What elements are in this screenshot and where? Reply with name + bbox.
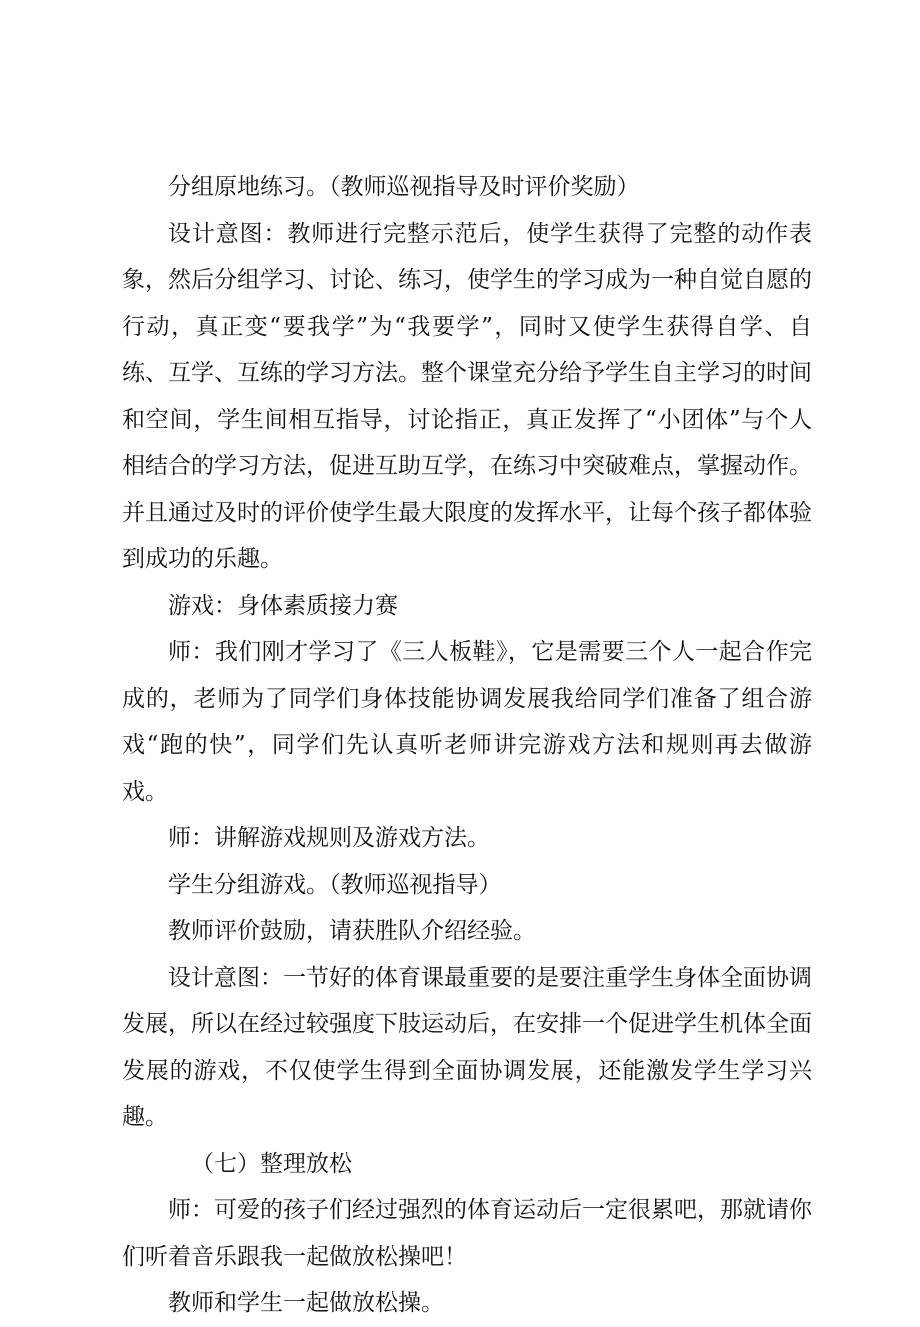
paragraph-practice: 分组原地练习。（教师巡视指导及时评价奖励） [168,174,640,200]
paragraph-student-groups: 学生分组游戏。（教师巡视指导） [168,871,502,898]
paragraph-relax-exercise: 教师和学生一起做放松操。 [168,1290,444,1316]
paragraph-teacher-intro: 师：我们刚才学习了《三人板鞋》，它是需要三个人一起合作完成的，老师为了同学们身体技能协调发展我给同学们准备了组合游戏“跑的快”，同学们先认真听老师讲完游戏方法和规则再去做游戏。 [122,639,812,805]
paragraph-design-intent-1: 设计意图：教师进行完整示范后，使学生获得了完整的动作表象，然后分组学习、讨论、练习，使学生的学习成为一种自觉自愿的行动，真正变“要我学”为“我要学”，同时又使学生获得自学、自练、互学、互练的学习方法。整个课堂充分给予学生自主学习的时间和空间，学生间相互指导，讨论指正，真正发挥了“小团体”与个人相结合的学习方法，促进互助互学，在练习中突破难点，掌握动作。并且通过及时的评价使学生最大限度的发挥水平，让每个孩子都体验到成功的乐趣。 [122,220,812,572]
paragraph-game-title: 游戏：身体素质接力赛 [168,592,398,619]
paragraph-design-intent-2: 设计意图：一节好的体育课最重要的是要注重学生身体全面协调发展，所以在经过较强度下肢运动后，在安排一个促进学生机体全面发展的游戏，不仅使学生得到全面协调发展，还能激发学生学习兴趣。 [122,964,812,1130]
paragraph-teacher-evaluation: 教师评价鼓励，请获胜队介绍经验。 [168,918,536,944]
section-heading-relax: （七）整理放松 [191,1150,352,1177]
paragraph-teacher-rules: 师：讲解游戏规则及游戏方法。 [168,825,490,851]
document-body [122,164,812,1327]
paragraph-teacher-relax: 师：可爱的孩子们经过强烈的体育运动后一定很累吧，那就请你们听着音乐跟我一起做放松操吧！ [122,1197,812,1270]
